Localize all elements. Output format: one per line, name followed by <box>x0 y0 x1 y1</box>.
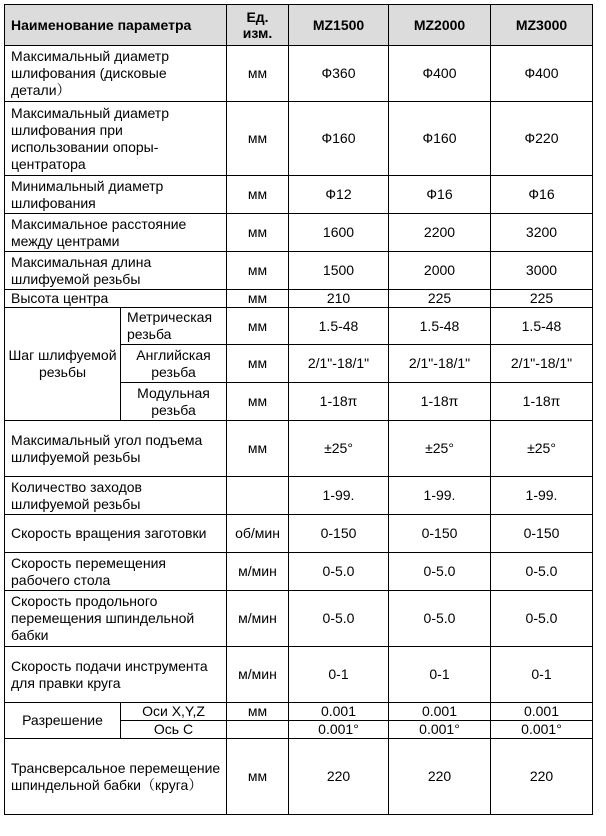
param-value: 0.001 <box>389 703 491 721</box>
table-row <box>5 421 593 477</box>
table-row <box>5 214 593 252</box>
param-unit: мм <box>227 214 289 252</box>
param-unit: м/мин <box>227 647 289 703</box>
param-name: Высота центра <box>5 290 227 308</box>
param-value: 2200 <box>389 214 491 252</box>
param-value: ±25° <box>389 421 491 477</box>
param-unit: мм <box>227 739 289 815</box>
param-value: 0.001 <box>289 703 389 721</box>
param-unit <box>227 477 289 515</box>
header-row <box>5 5 593 46</box>
table-row <box>5 477 593 515</box>
param-value: 0-5.0 <box>491 591 593 647</box>
param-unit: об/мин <box>227 515 289 553</box>
param-unit: м/мин <box>227 591 289 647</box>
sub-param-name: Оси X,Y,Z <box>121 703 227 721</box>
header-param: Наименование параметра <box>5 5 227 46</box>
param-value: 225 <box>389 290 491 308</box>
param-name: Максимальная длина шлифуемой резьбы <box>5 252 227 290</box>
param-value: 0-5.0 <box>289 553 389 591</box>
param-value: 2/1"-18/1" <box>389 345 491 383</box>
param-value: Ф220 <box>491 102 593 176</box>
param-name: Скорость вращения заготовки <box>5 515 227 553</box>
table-row <box>5 739 593 815</box>
header-model-3: MZ3000 <box>491 5 593 46</box>
param-value: Ф16 <box>389 176 491 214</box>
param-unit: мм <box>227 290 289 308</box>
param-unit: мм <box>227 176 289 214</box>
param-value: 1-18π <box>491 383 593 421</box>
param-value: 0.001° <box>389 721 491 739</box>
param-value: 225 <box>491 290 593 308</box>
param-value: 1600 <box>289 214 389 252</box>
param-value: Ф360 <box>289 46 389 102</box>
sub-param-name: Ось C <box>121 721 227 739</box>
param-name: Максимальный диаметр шлифования (дисковые детали） <box>5 46 227 102</box>
param-value: 1-99. <box>389 477 491 515</box>
param-name: Скорость перемещения рабочего стола <box>5 553 227 591</box>
param-unit <box>227 721 289 739</box>
table-row <box>5 46 593 102</box>
param-value: 2/1"-18/1" <box>289 345 389 383</box>
param-name: Количество заходов шлифуемой резьбы <box>5 477 227 515</box>
param-name: Максимальный угол подъема шлифуемой резьбы <box>5 421 227 477</box>
param-value: ±25° <box>289 421 389 477</box>
sub-param-name: Английская резьба <box>121 345 227 383</box>
param-name: Скорость подачи инструмента для правки круга <box>5 647 227 703</box>
param-unit: мм <box>227 102 289 176</box>
param-value: 0.001 <box>491 703 593 721</box>
param-name: Максимальное расстояние между центрами <box>5 214 227 252</box>
param-value: 0-1 <box>289 647 389 703</box>
param-value: 0.001° <box>289 721 389 739</box>
param-value: 1-99. <box>491 477 593 515</box>
group-name-thread-pitch: Шаг шлифуемой резьбы <box>5 308 121 421</box>
param-value: ±25° <box>491 421 593 477</box>
param-value: Ф400 <box>491 46 593 102</box>
param-value: 0-5.0 <box>289 591 389 647</box>
table-row <box>5 703 593 721</box>
param-value: 2000 <box>389 252 491 290</box>
param-value: 1.5-48 <box>289 308 389 345</box>
param-value: 1.5-48 <box>389 308 491 345</box>
param-value: 0-5.0 <box>389 591 491 647</box>
param-value: 3200 <box>491 214 593 252</box>
param-unit: мм <box>227 252 289 290</box>
param-unit: мм <box>227 46 289 102</box>
sub-param-name: Модульная резьба <box>121 383 227 421</box>
table-row <box>5 176 593 214</box>
param-value: Ф160 <box>289 102 389 176</box>
param-value: Ф400 <box>389 46 491 102</box>
param-value: 0-5.0 <box>491 553 593 591</box>
param-value: 0-150 <box>289 515 389 553</box>
spec-table <box>4 4 593 815</box>
header-model-1: MZ1500 <box>289 5 389 46</box>
param-unit: мм <box>227 308 289 345</box>
param-value: 0-1 <box>389 647 491 703</box>
param-unit: мм <box>227 703 289 721</box>
table-row <box>5 553 593 591</box>
param-value: 0.001° <box>491 721 593 739</box>
param-value: 220 <box>289 739 389 815</box>
param-value: 1-99. <box>289 477 389 515</box>
param-value: 220 <box>491 739 593 815</box>
param-unit: мм <box>227 421 289 477</box>
param-value: 3000 <box>491 252 593 290</box>
param-value: 1-18π <box>289 383 389 421</box>
header-unit: Ед. изм. <box>227 5 289 46</box>
param-value: 210 <box>289 290 389 308</box>
param-unit: м/мин <box>227 553 289 591</box>
table-row <box>5 591 593 647</box>
table-row <box>5 515 593 553</box>
group-name-resolution: Разрешение <box>5 703 121 739</box>
param-value: Ф16 <box>491 176 593 214</box>
param-value: 2/1"-18/1" <box>491 345 593 383</box>
table-row <box>5 252 593 290</box>
param-value: 0-150 <box>389 515 491 553</box>
table-row <box>5 308 593 345</box>
param-name: Минимальный диаметр шлифования <box>5 176 227 214</box>
table-row <box>5 647 593 703</box>
sub-param-name: Метрическая резьба <box>121 308 227 345</box>
header-model-2: MZ2000 <box>389 5 491 46</box>
table-row <box>5 102 593 176</box>
param-value: 0-1 <box>491 647 593 703</box>
param-value: 1500 <box>289 252 389 290</box>
param-value: Ф160 <box>389 102 491 176</box>
param-name: Максимальный диаметр шлифования при использовании опоры-центратора <box>5 102 227 176</box>
param-value: 0-5.0 <box>389 553 491 591</box>
param-unit: мм <box>227 383 289 421</box>
param-value: 1-18π <box>389 383 491 421</box>
param-name: Трансверсальное перемещение шпиндельной бабки（круга） <box>5 739 227 815</box>
param-value: 1.5-48 <box>491 308 593 345</box>
param-value: Ф12 <box>289 176 389 214</box>
param-value: 220 <box>389 739 491 815</box>
param-name: Скорость продольного перемещения шпиндельной бабки <box>5 591 227 647</box>
param-unit: мм <box>227 345 289 383</box>
param-value: 0-150 <box>491 515 593 553</box>
table-row <box>5 290 593 308</box>
